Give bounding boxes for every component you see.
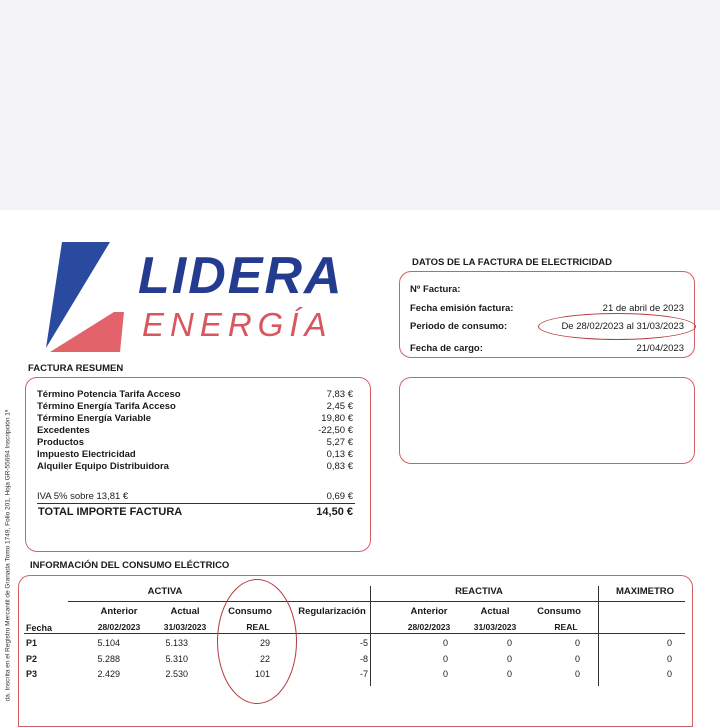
table-cell-anterior: 5.288: [97, 654, 120, 664]
header-regularizacion: Regularización: [298, 606, 366, 617]
table-cell-maximetro: 0: [666, 654, 672, 664]
charge-date-label: Fecha de cargo:: [410, 343, 483, 354]
summary-item-value: 0,83 €: [326, 461, 353, 472]
reactiva-maximetro-separator: [598, 586, 599, 686]
header-actual: Actual: [170, 606, 200, 617]
activa-reactiva-separator: [370, 586, 371, 686]
charge-date-value: 21/04/2023: [636, 343, 684, 354]
summary-item-value: 2,45 €: [326, 401, 353, 412]
table-row-period: P1: [26, 638, 38, 648]
period-value: De 28/02/2023 al 31/03/2023: [561, 321, 684, 332]
group-maximetro: MAXIMETRO: [615, 586, 675, 597]
table-cell-actual: 5.310: [165, 654, 188, 664]
table-cell-regularizacion: -5: [359, 638, 368, 648]
customer-data-box: [399, 377, 695, 464]
group-reactiva: REACTIVA: [455, 586, 503, 597]
date-actual: 31/03/2023: [163, 622, 207, 632]
table-cell-anterior: 2.429: [97, 669, 120, 679]
fecha-label: Fecha: [26, 623, 53, 633]
header-reactiva-anterior: Anterior: [410, 606, 448, 617]
summary-item-label: Impuesto Electricidad: [37, 449, 136, 460]
date-reactiva-actual: 31/03/2023: [473, 622, 517, 632]
summary-item-value: 5,27 €: [326, 437, 353, 448]
summary-item-label: Alquiler Equipo Distribuidora: [37, 461, 169, 472]
invoice-number-label: Nº Factura:: [410, 284, 461, 295]
table-cell-maximetro: 0: [666, 638, 672, 648]
table-row-period: P3: [26, 669, 38, 679]
table-cell-regularizacion: -8: [359, 654, 368, 664]
table-cell-consumo: 101: [254, 669, 270, 679]
summary-item-value: 7,83 €: [326, 389, 353, 400]
table-cell-reactiva-consumo: 0: [574, 638, 580, 648]
period-label: Periodo de consumo:: [410, 321, 508, 332]
table-cell-reactiva-actual: 0: [506, 654, 512, 664]
table-cell-reactiva-actual: 0: [506, 638, 512, 648]
summary-item-value: 0,13 €: [326, 449, 353, 460]
table-cell-reactiva-anterior: 0: [442, 654, 448, 664]
table-cell-regularizacion: -7: [359, 669, 368, 679]
issue-date-label: Fecha emisión factura:: [410, 303, 514, 314]
group-activa: ACTIVA: [147, 586, 183, 597]
summary-item-label: Término Potencia Tarifa Acceso: [37, 389, 181, 400]
table-cell-actual: 2.530: [165, 669, 188, 679]
table-cell-consumo: 22: [259, 654, 270, 664]
summary-item-label: Término Energía Tarifa Acceso: [37, 401, 176, 412]
consumption-title: INFORMACIÓN DEL CONSUMO ELÉCTRICO: [30, 560, 230, 571]
total-label: TOTAL IMPORTE FACTURA: [38, 506, 183, 518]
summary-item-label: Excedentes: [37, 425, 90, 436]
table-cell-maximetro: 0: [666, 669, 672, 679]
consumption-box: [18, 575, 693, 727]
issue-date-value: 21 de abril de 2023: [602, 303, 684, 314]
table-cell-reactiva-actual: 0: [506, 669, 512, 679]
table-cell-reactiva-anterior: 0: [442, 669, 448, 679]
total-value: 14,50 €: [316, 506, 353, 518]
summary-item-label: Productos: [37, 437, 84, 448]
date-reactiva-anterior: 28/02/2023: [407, 622, 451, 632]
summary-item-value: 19,80 €: [321, 413, 353, 424]
table-row-period: P2: [26, 654, 38, 664]
logo-text-energia: ENERGÍA: [142, 306, 333, 343]
summary-title: FACTURA RESUMEN: [28, 363, 124, 374]
header-consumo: Consumo: [228, 606, 272, 617]
summary-item-label: Término Energía Variable: [37, 413, 152, 424]
registry-side-note: da. Inscrita en el Registro Mercantil de Granada Tomo 1749, Folio 201, Hoja GR-55694 Inscripción 1ª: [4, 409, 12, 702]
logo-text-lidera: LIDERA: [138, 247, 344, 305]
table-cell-anterior: 5.104: [97, 638, 120, 648]
header-reactiva-consumo: Consumo: [537, 606, 581, 617]
total-divider: [37, 503, 355, 504]
table-cell-reactiva-consumo: 0: [574, 669, 580, 679]
iva-label: IVA 5% sobre 13,81 €: [37, 491, 129, 502]
table-cell-reactiva-consumo: 0: [574, 654, 580, 664]
table-cell-actual: 5.133: [165, 638, 188, 648]
iva-value: 0,69 €: [326, 491, 353, 502]
top-blank-area: [0, 0, 720, 210]
reactiva-underline: [370, 601, 685, 602]
table-cell-consumo: 29: [259, 638, 270, 648]
header-divider: [24, 633, 685, 634]
table-cell-reactiva-anterior: 0: [442, 638, 448, 648]
activa-underline: [68, 601, 370, 602]
date-anterior: 28/02/2023: [97, 622, 141, 632]
summary-item-value: -22,50 €: [318, 425, 353, 436]
header-anterior: Anterior: [100, 606, 138, 617]
date-consumo: REAL: [246, 622, 270, 632]
date-reactiva-consumo: REAL: [554, 622, 578, 632]
invoice-data-title: DATOS DE LA FACTURA DE ELECTRICIDAD: [412, 257, 613, 268]
header-reactiva-actual: Actual: [480, 606, 510, 617]
